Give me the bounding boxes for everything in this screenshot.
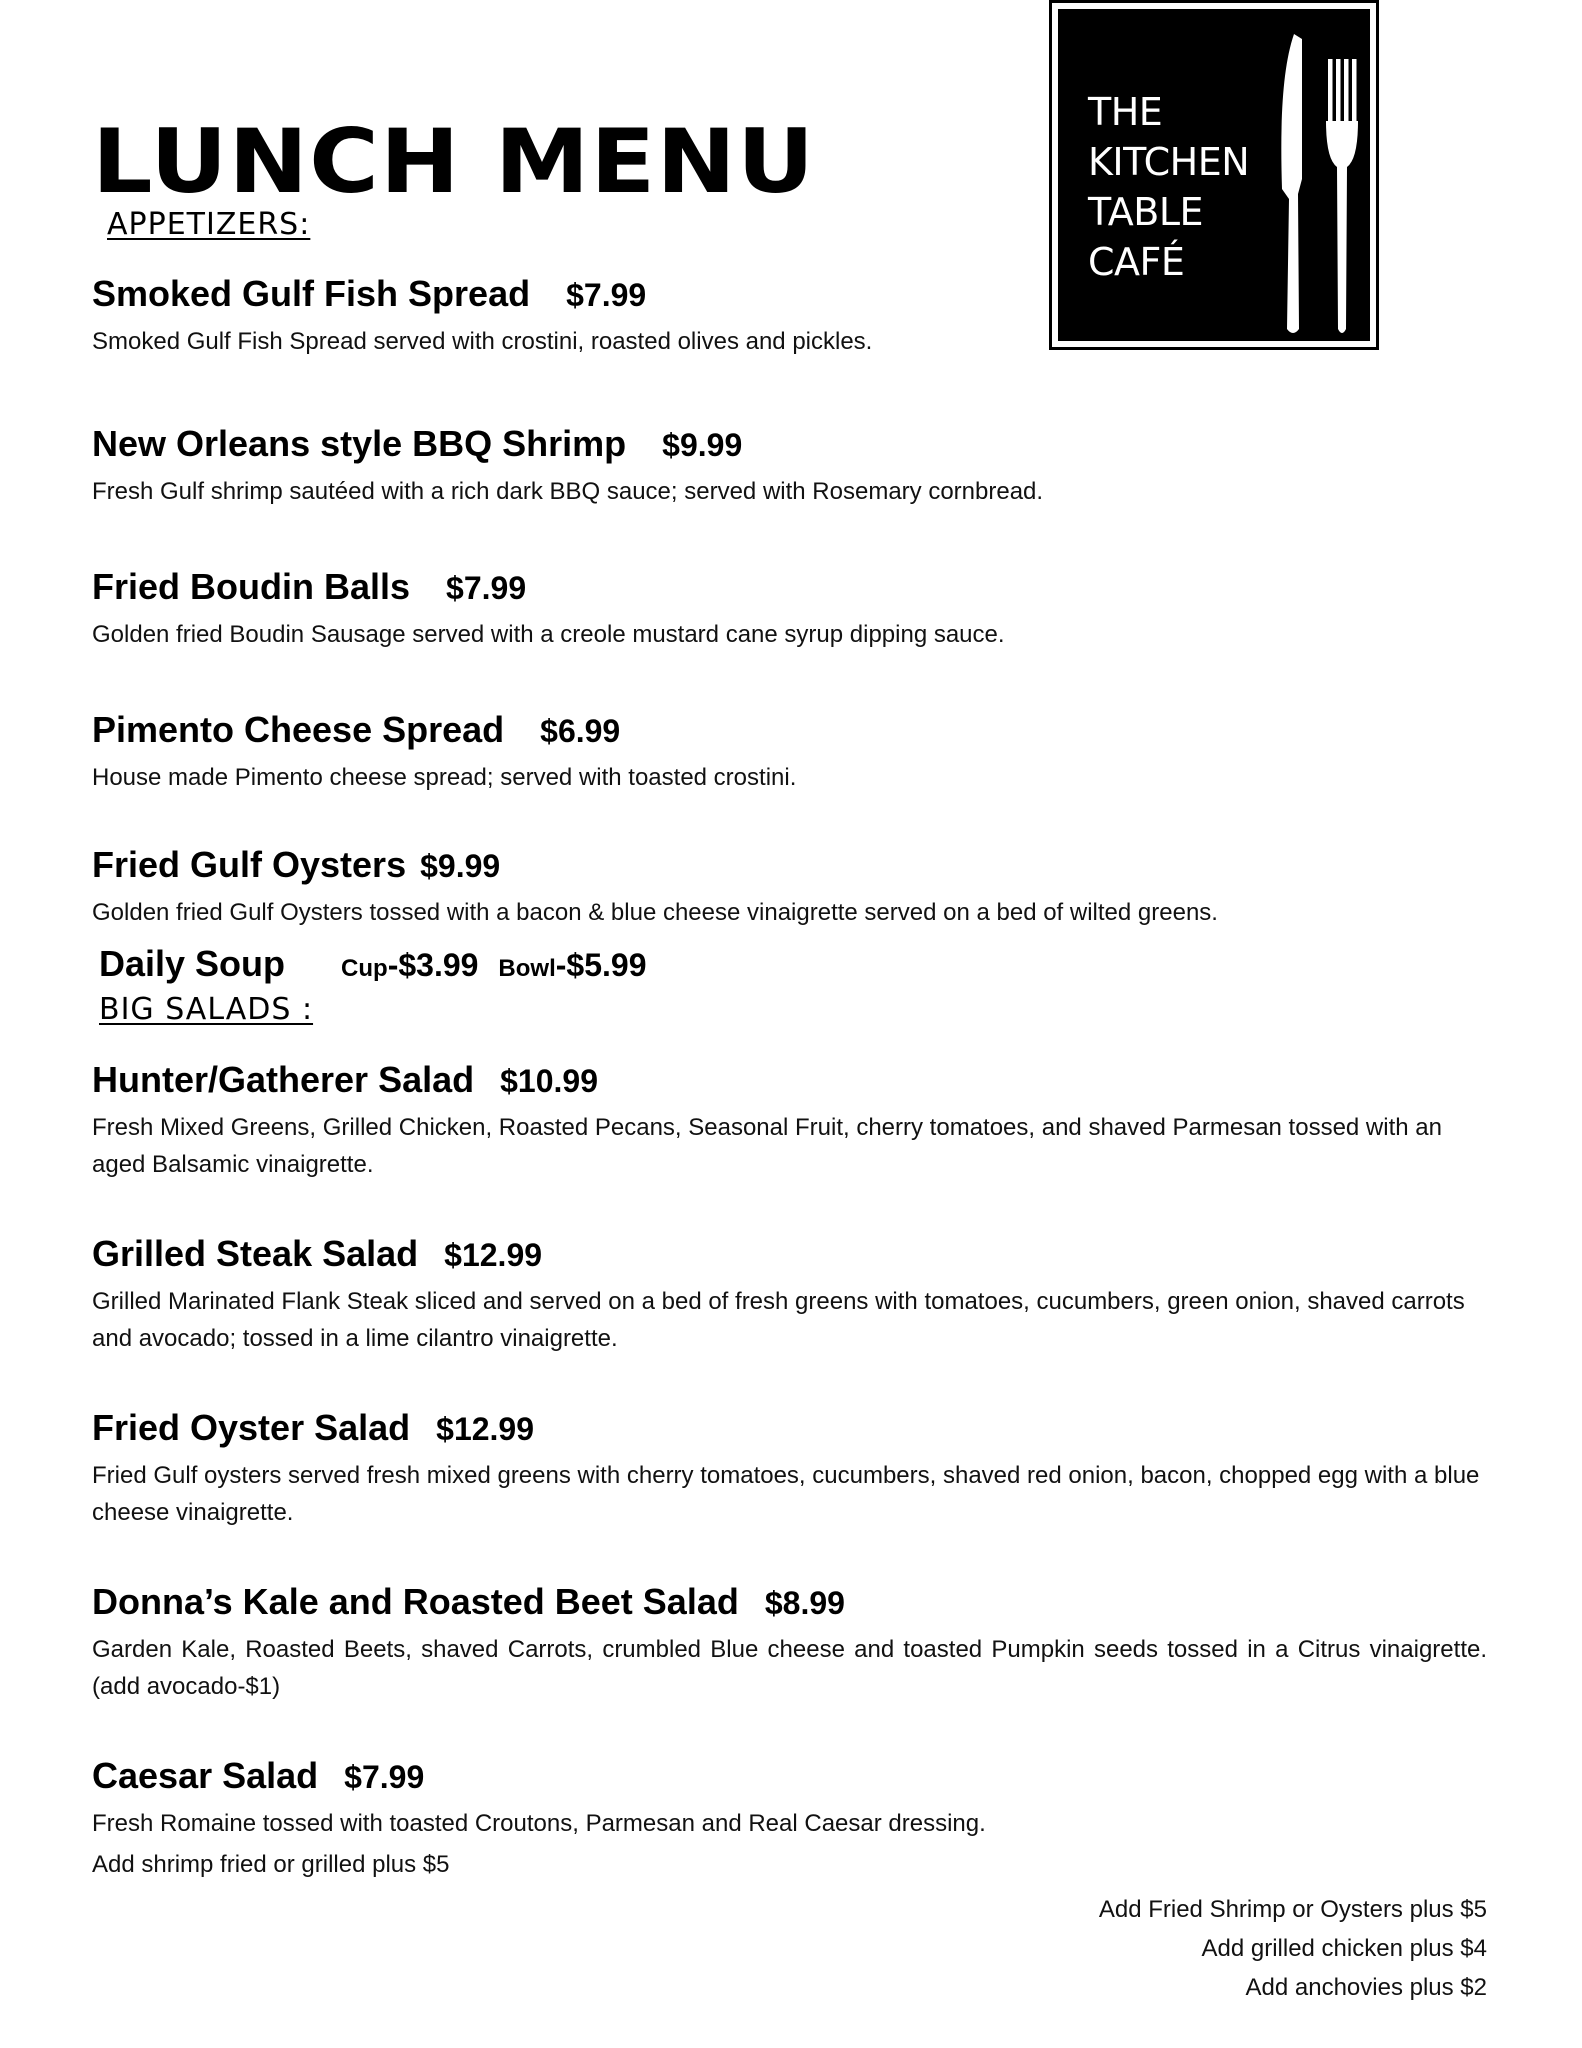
item-price: $7.99 xyxy=(344,1759,425,1795)
big-salads-heading: BIG SALADS : xyxy=(99,992,314,1027)
salad-add-ons xyxy=(1099,1890,1487,2007)
soup-name: Daily Soup xyxy=(99,943,286,984)
item-name: Donna’s Kale and Roasted Beet Salad xyxy=(92,1581,739,1622)
item-price: $9.99 xyxy=(662,427,743,463)
menu-item xyxy=(92,422,1487,510)
menu-item xyxy=(92,1232,1487,1357)
item-price: $7.99 xyxy=(566,277,647,313)
menu-item xyxy=(92,1754,1487,1883)
soup-bowl-price: -$5.99 xyxy=(555,947,647,983)
soup-bowl-label: Bowl xyxy=(498,955,556,982)
add-on-line: Add grilled chicken plus $4 xyxy=(1201,1935,1487,1962)
item-description: Golden fried Boudin Sausage served with a creole mustard cane syrup dipping sauce. xyxy=(92,621,1005,648)
item-description: Garden Kale, Roasted Beets, shaved Carrots, crumbled Blue cheese and toasted Pumpkin seeds tossed in a Citrus vinaigrette. (add avocado-$1) xyxy=(92,1636,1487,1700)
item-name: Caesar Salad xyxy=(92,1755,319,1796)
item-note: Add shrimp fried or grilled plus $5 xyxy=(92,1851,450,1878)
item-name: Grilled Steak Salad xyxy=(92,1233,419,1274)
menu-item xyxy=(92,565,1487,653)
menu-item xyxy=(92,708,1487,796)
item-name: Hunter/Gatherer Salad xyxy=(92,1059,475,1100)
add-on-line: Add anchovies plus $2 xyxy=(1245,1974,1487,2001)
menu-item xyxy=(92,1580,1487,1705)
cafe-logo-text xyxy=(1088,87,1249,287)
item-name: Smoked Gulf Fish Spread xyxy=(92,273,531,314)
menu-item xyxy=(92,1058,1487,1183)
item-description: Fried Gulf oysters served fresh mixed greens with cherry tomatoes, cucumbers, shaved red onion, bacon, chopped egg with a blue cheese vinaigrette. xyxy=(92,1462,1480,1526)
item-description: Fresh Mixed Greens, Grilled Chicken, Roasted Pecans, Seasonal Fruit, cherry tomatoes, and shaved Parmesan tossed with an aged Balsamic vinaigrette. xyxy=(92,1114,1442,1178)
item-price: $8.99 xyxy=(764,1585,845,1621)
appetizers-heading: APPETIZERS: xyxy=(107,207,311,242)
item-description: Fresh Romaine tossed with toasted Croutons, Parmesan and Real Caesar dressing. xyxy=(92,1810,986,1837)
logo-line-1: THE xyxy=(1088,90,1163,134)
logo-line-3: TABLE xyxy=(1088,190,1204,234)
item-description: Smoked Gulf Fish Spread served with crostini, roasted olives and pickles. xyxy=(92,328,873,355)
item-name: Fried Oyster Salad xyxy=(92,1407,411,1448)
add-on-line: Add Fried Shrimp or Oysters plus $5 xyxy=(1098,1896,1487,1923)
item-price: $7.99 xyxy=(446,570,527,606)
item-price: $9.99 xyxy=(420,848,501,884)
item-name: Fried Boudin Balls xyxy=(92,566,411,607)
soup-cup-label: Cup xyxy=(341,955,388,982)
item-description: House made Pimento cheese spread; served with toasted crostini. xyxy=(92,764,797,791)
item-name: New Orleans style BBQ Shrimp xyxy=(92,423,627,464)
soup-cup-price: -$3.99 xyxy=(387,947,479,983)
item-description: Fresh Gulf shrimp sautéed with a rich dark BBQ sauce; served with Rosemary cornbread. xyxy=(92,478,1044,505)
item-price: $10.99 xyxy=(500,1063,598,1099)
item-name: Fried Gulf Oysters xyxy=(92,844,407,885)
logo-line-4: CAFÉ xyxy=(1088,240,1185,284)
item-price: $12.99 xyxy=(444,1237,543,1273)
item-price: $6.99 xyxy=(540,713,621,749)
item-description: Grilled Marinated Flank Steak sliced and served on a bed of fresh greens with tomatoes, cucumbers, green onion, shaved carrots and avocado; tossed in a lime cilantro vinaigrette. xyxy=(92,1288,1465,1352)
menu-item xyxy=(92,272,1487,360)
item-name: Pimento Cheese Spread xyxy=(92,709,505,750)
menu-item xyxy=(92,843,1487,931)
daily-soup xyxy=(99,942,1494,991)
item-price: $12.99 xyxy=(436,1411,535,1447)
item-description: Golden fried Gulf Oysters tossed with a bacon & blue cheese vinaigrette served on a bed of wilted greens. xyxy=(92,899,1218,926)
logo-line-2: KITCHEN xyxy=(1088,140,1250,184)
menu-item xyxy=(92,1406,1487,1531)
page-title: LUNCH MENU xyxy=(92,110,816,213)
